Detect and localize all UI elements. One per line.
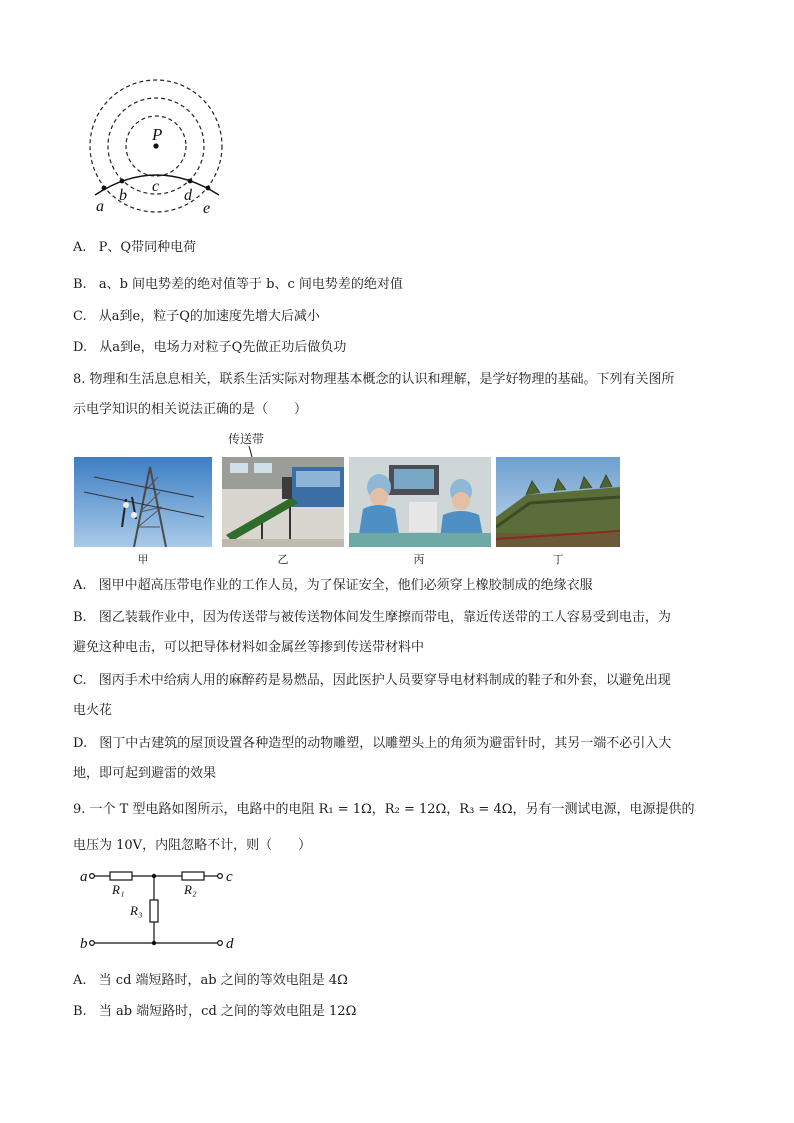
terminal-d xyxy=(218,941,223,946)
option-text: 从a到e，粒子Q的加速度先增大后减小 xyxy=(98,309,320,324)
option-letter: D. xyxy=(73,736,88,751)
photo-jia xyxy=(74,457,212,547)
label-b: b xyxy=(80,936,88,952)
option-letter: C. xyxy=(73,673,87,688)
option-text: 图丙手术中给病人用的麻醉药是易燃品，因此医护人员要穿导电材料制成的鞋子和外套，以避免出现 xyxy=(98,673,671,688)
option-text: 图丁中古建筑的屋顶设置各种造型的动物雕塑，以雕塑头上的角须为避雷针时，其另一端不必引入大 xyxy=(99,736,672,751)
q9-stem-line1: 9. 一个 T 型电路如图所示，电路中的电阻 R₁ = 1Ω，R₂ = 12Ω，R₃ = 4Ω，另有一测试电源，电源提供的 xyxy=(73,802,695,817)
resistor-R1 xyxy=(110,872,132,880)
option-text: a、b 间电势差的绝对值等于 b、c 间电势差的绝对值 xyxy=(98,277,403,292)
q9-stem-line2: 电压为 10V，内阻忽略不计，则（ ） xyxy=(73,838,312,853)
q7-option-d xyxy=(73,340,346,356)
photo-yi xyxy=(222,457,344,547)
option-text: 从a到e，电场力对粒子Q先做正功后做负功 xyxy=(99,340,347,355)
option-text: 图乙装载作业中，因为传送带与被传送物体间发生摩擦而带电，靠近传送带的工人容易受到电击，为 xyxy=(98,610,671,625)
resistor-R2 xyxy=(182,872,204,880)
point-e xyxy=(206,186,211,191)
q8-option-b xyxy=(73,610,671,626)
caption-ding: 丁 xyxy=(552,553,564,566)
label-a: a xyxy=(96,198,104,215)
label-b: b xyxy=(119,187,127,204)
option-text: 当 cd 端短路时，ab 之间的等效电阻是 4Ω xyxy=(98,973,348,988)
terminal-a xyxy=(90,874,95,879)
option-text: P、Q带同种电荷 xyxy=(98,240,197,255)
label-P: P xyxy=(152,125,163,144)
q8-option-a xyxy=(73,578,593,594)
caption-yi: 乙 xyxy=(277,553,289,566)
field-line-figure xyxy=(85,75,235,220)
q8-stem-line1: 8. 物理和生活息息相关，联系生活实际对物理基本概念的认识和理解，是学好物理的基础。下列有关图所 xyxy=(73,372,675,387)
label-R1: R₁ xyxy=(112,882,125,897)
photo-bing xyxy=(349,457,491,547)
q7-option-c xyxy=(73,309,320,325)
caption-jia: 甲 xyxy=(137,553,149,566)
q8-stem-line2: 示电学知识的相关说法正确的是（ ） xyxy=(73,402,308,417)
option-letter: B. xyxy=(73,277,87,292)
q8-option-c-cont: 电火花 xyxy=(73,703,113,718)
q8-option-d xyxy=(73,736,671,752)
option-letter: B. xyxy=(73,1004,87,1019)
terminal-c xyxy=(218,874,223,879)
option-letter: A. xyxy=(73,240,87,255)
point-P xyxy=(153,143,158,148)
caption-bing: 丙 xyxy=(413,553,425,566)
resistor-R3 xyxy=(150,900,158,922)
option-letter: A. xyxy=(73,578,87,593)
q8-option-d-cont: 地，即可起到避雷的效果 xyxy=(73,766,217,781)
label-e: e xyxy=(203,200,211,217)
label-R3: R₃ xyxy=(130,903,143,918)
option-letter: C. xyxy=(73,309,87,324)
option-letter: D. xyxy=(73,340,88,355)
photo-ding xyxy=(496,457,620,547)
option-text: 当 ab 端短路时，cd 之间的等效电阻是 12Ω xyxy=(98,1004,357,1019)
q9-option-b xyxy=(73,1004,356,1020)
option-letter: A. xyxy=(73,973,87,988)
point-a xyxy=(102,186,107,191)
q9-option-a xyxy=(73,973,348,989)
label-R2: R₂ xyxy=(184,882,197,897)
q7-option-b xyxy=(73,277,403,293)
terminal-b xyxy=(90,941,95,946)
q8-option-b-cont: 避免这种电击，可以把导体材料如金属丝等掺到传送带材料中 xyxy=(73,640,425,655)
point-b xyxy=(120,179,125,184)
label-c: c xyxy=(226,869,233,885)
label-c: c xyxy=(152,178,160,195)
conveyor-label: 传送带 xyxy=(228,432,265,446)
option-text: 图甲中超高压带电作业的工作人员，为了保证安全，他们必须穿上橡胶制成的绝缘衣服 xyxy=(98,578,593,593)
option-letter: B. xyxy=(73,610,87,625)
label-d: d xyxy=(226,936,234,952)
q7-option-a xyxy=(73,240,196,256)
point-d xyxy=(188,179,193,184)
q8-option-c xyxy=(73,673,671,689)
label-a: a xyxy=(80,869,88,885)
label-d: d xyxy=(184,187,192,204)
t-circuit-diagram xyxy=(78,866,248,956)
